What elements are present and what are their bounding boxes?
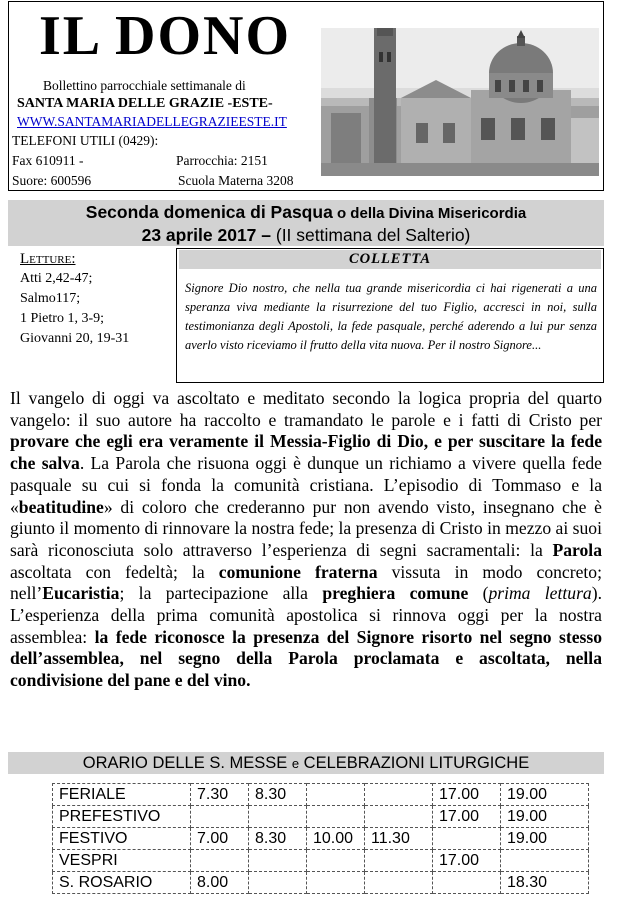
table-row	[53, 784, 589, 806]
colletta-heading: COLLETTA	[179, 250, 601, 269]
sunday-name: Seconda domenica di Pasqua	[85, 202, 333, 222]
schedule-time	[307, 872, 365, 894]
table-row	[53, 872, 589, 894]
schedule-time	[501, 850, 589, 872]
parish-name: SANTA MARIA DELLE GRAZIE -ESTE-	[17, 96, 273, 111]
schedule-time	[249, 872, 307, 894]
schedule-time: 17.00	[433, 784, 501, 806]
bold-run: beatitudine	[18, 496, 104, 517]
bold-run: Parola	[552, 539, 602, 560]
schedule-time	[191, 806, 249, 828]
schedule-heading-part: e	[291, 756, 300, 771]
schedule-time: 19.00	[501, 784, 589, 806]
mass-schedule-table	[52, 783, 589, 894]
schedule-time	[307, 784, 365, 806]
reading-item: Atti 2,42-47;	[20, 271, 93, 286]
schedule-time	[249, 806, 307, 828]
schedule-time: 8.30	[249, 828, 307, 850]
schedule-time	[433, 872, 501, 894]
schedule-celebration: FESTIVO	[53, 828, 191, 850]
sunday-date: 23 aprile 2017 –	[141, 225, 271, 245]
readings-heading: Letture:	[20, 251, 76, 267]
schedule-celebration: S. ROSARIO	[53, 872, 191, 894]
bold-run: provare che egli era veramente il Messia-Figlio di Dio, e per suscitare la fede che salva	[10, 431, 602, 474]
text-run: Il vangelo di oggi va ascoltato e meditato secondo la logica propria del quarto vangelo: il suo autore ha raccolto e tramandato le parole e i fatti di Cristo per	[10, 388, 602, 430]
gospel-commentary	[10, 388, 602, 692]
schedule-time	[307, 850, 365, 872]
bold-run: Eucaristia	[42, 583, 120, 604]
table-row	[53, 828, 589, 850]
colletta-prayer: Signore Dio nostro, che nella tua grande misericordia ci hai rigenerati a una speranza viva mediante la risurrezione del tuo Figlio, accresci in noi, sulla testimonianza degli Apostoli, la fede pasquale, perché aderendo a lui pur senza averlo visto riceviamo il frutto della vita nuova. Per il nostro Signore...	[185, 281, 597, 352]
suore-phone: Suore: 600596	[12, 173, 92, 188]
schedule-celebration: FERIALE	[53, 784, 191, 806]
schedule-time: 19.00	[501, 828, 589, 850]
schedule-time: 17.00	[433, 850, 501, 872]
masthead	[8, 1, 604, 191]
italic-run: prima lettura	[488, 583, 592, 604]
schedule-time: 8.30	[249, 784, 307, 806]
text-run: » di coloro che crederanno pur non avendo visto, insegnano che è giunto il momento di rinnovare la nostra fede; la presenza di Cristo in mezzo ai suoi sarà riconosciuta solo attraverso l’esperienza di segni sacramentali: la	[10, 496, 602, 560]
schedule-time: 7.00	[191, 828, 249, 850]
reading-item: Giovanni 20, 19-31	[20, 331, 130, 346]
text-run: ; la partecipazione alla	[119, 583, 323, 604]
schedule-heading	[8, 752, 604, 774]
schedule-time: 11.30	[365, 828, 433, 850]
schedule-time: 7.30	[191, 784, 249, 806]
text-run: (	[468, 583, 489, 604]
table-row	[53, 850, 589, 872]
schedule-time	[365, 806, 433, 828]
colletta-box	[176, 248, 604, 383]
schedule-heading-part: ORARIO DELLE S. MESSE	[82, 754, 292, 772]
church-photo	[321, 28, 599, 176]
schedule-time: 17.00	[433, 806, 501, 828]
table-row	[53, 806, 589, 828]
schedule-celebration: PREFESTIVO	[53, 806, 191, 828]
reading-item: Salmo117;	[20, 291, 81, 306]
schedule-time	[365, 872, 433, 894]
text-run: ascoltata con fedeltà; la	[10, 561, 219, 582]
schedule-time	[191, 850, 249, 872]
sunday-banner	[8, 200, 604, 246]
sunday-subtitle: o della Divina Misericordia	[332, 205, 527, 222]
website-link[interactable]: WWW.SANTAMARIADELLEGRAZIEESTE.IT	[17, 114, 287, 129]
psalter-week: (II settimana del Salterio)	[271, 225, 471, 245]
schedule-time	[365, 850, 433, 872]
text-run: ). L’esperienza della prima comunità apostolica si rinnova oggi per la nostra assemblea:	[10, 583, 602, 647]
reading-item: 1 Pietro 1, 3-9;	[20, 311, 104, 326]
readings	[20, 249, 129, 349]
schedule-time: 18.30	[501, 872, 589, 894]
bold-run: la fede riconosce la presenza del Signore risorto nel segno stesso dell’assemblea, nel segno della Parola proclamata e ascoltata, nella condivisione del pane e del vino.	[10, 626, 602, 691]
bulletin-subtitle: Bollettino parrocchiale settimanale di	[43, 78, 246, 93]
schedule-time	[249, 850, 307, 872]
schedule-time	[307, 806, 365, 828]
schedule-time: 10.00	[307, 828, 365, 850]
schedule-time: 19.00	[501, 806, 589, 828]
bold-run: preghiera comune	[322, 583, 469, 604]
bulletin-title: IL DONO	[39, 5, 292, 67]
schedule-time: 8.00	[191, 872, 249, 894]
phones-label: TELEFONI UTILI (0429):	[12, 133, 159, 148]
schedule-time	[365, 784, 433, 806]
fax-number: Fax 610911 -	[12, 153, 84, 168]
text-run: vissuta in modo concreto; nell’	[10, 561, 602, 604]
schedule-celebration: VESPRI	[53, 850, 191, 872]
schedule-heading-part: CELEBRAZIONI LITURGICHE	[299, 754, 530, 772]
scuola-phone: Scuola Materna 3208	[178, 173, 294, 188]
text-run: . La Parola che risuona oggi è dunque un richiamo a vivere quella fede pasquale su cui si fonda la comunità cristiana. L’episodio di Tommaso e la «	[10, 453, 602, 517]
schedule-time	[433, 828, 501, 850]
bold-run: comunione fraterna	[218, 561, 378, 582]
parrocchia-phone: Parrocchia: 2151	[176, 153, 268, 168]
